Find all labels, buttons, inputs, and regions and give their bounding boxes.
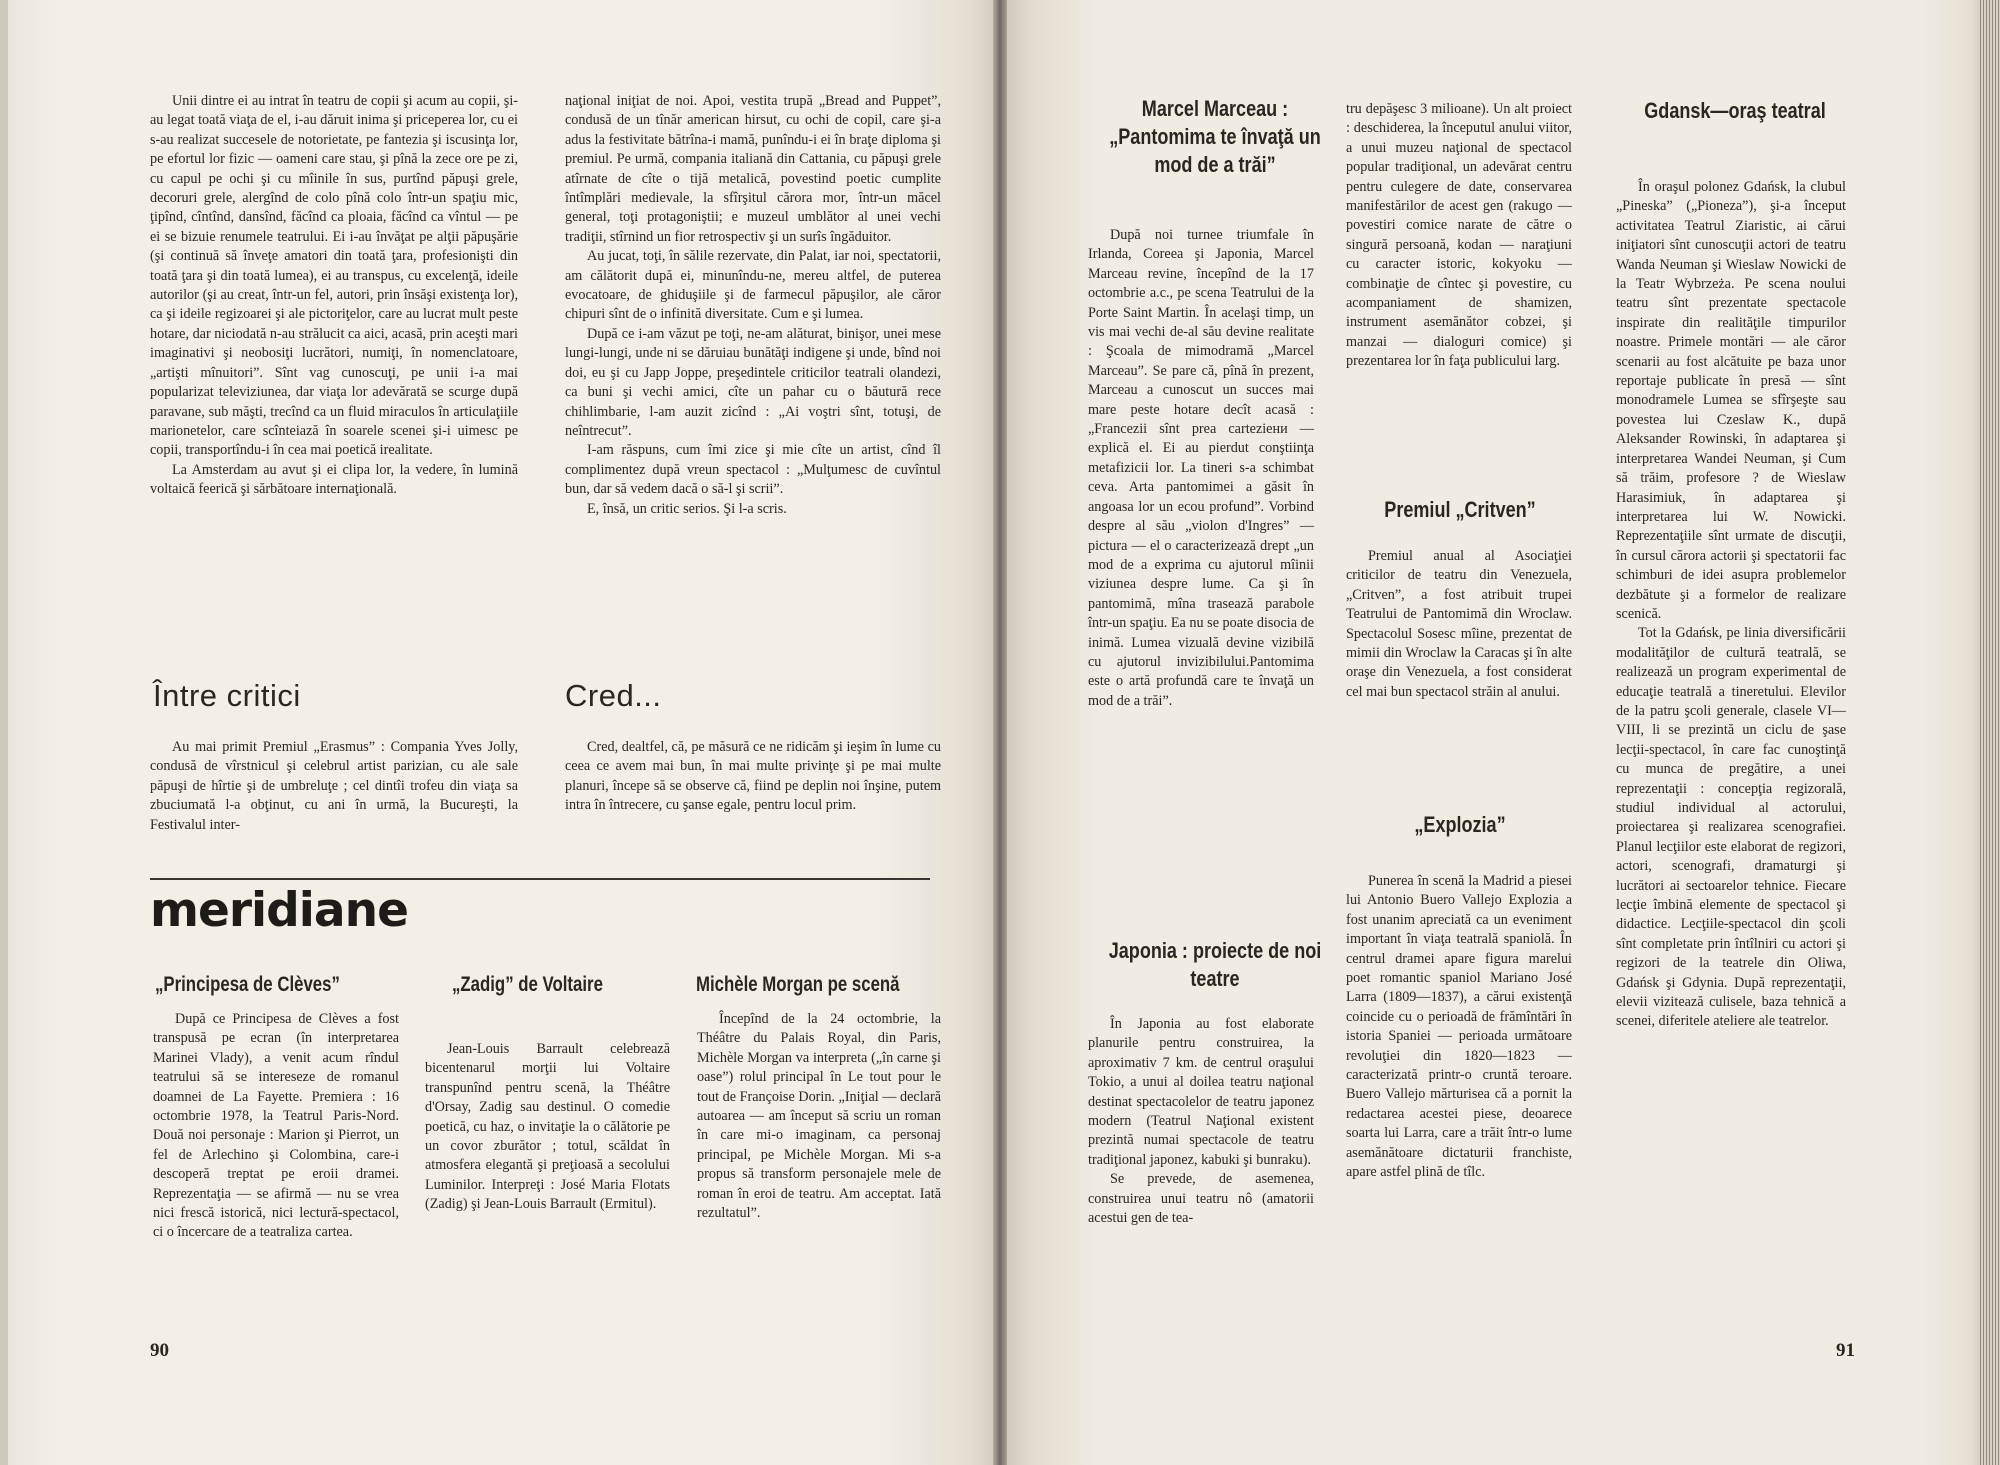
news-text-principesa	[153, 1010, 399, 1243]
page-number-right: 91	[1836, 1340, 1855, 1361]
news-heading-morgan: Michèle Morgan pe scenă	[696, 973, 900, 996]
section-heading-intre-critici: Între critici	[153, 678, 301, 713]
paragraph: Unii dintre ei au intrat în teatru de copii şi acum au copii, şi-au legat toată viaţa de el, i-au dăruit inima şi priceperea lor, cu ei s-au realizat succesele de notorietate, pe fantezia şi iscusinţa lor, pe efortul lor fizic — oameni care stau, şi pînă la zece ore pe zi, cu capul pe ochi şi cu mîinile în sus, purtînd păpuşi grele, decoruri grele, alergînd de colo pînă colo într-un spaţiu mic, ţipînd, cîntînd, dansînd, făcînd ca ploaia, făcînd ca vîntul — pe ei se bizuie renumele teatrului. Ei i-au învăţat pe alţii păpuşărie (şi continuă să înveţe amatori din toată ţara, profesionişti din toată ţara şi din toată lumea), ei au transpus, cu excelenţă, ideile autorilor (şi au creat, într-un fel, autori, prin însăşi existenţa lor), ca şi ideile regizoarei şi ale pictoriţelor, care au lucrat mult peste hotare, dar niciodată n-au strălucit ca aici, acasă, prin aceşti mari imaginativi şi neobosiţi lucrători, numiţi, în nomenclatoare, „artişti mînuitori”. Sînt vag cunoscuţi, pe unii i-a mai popularizat televiziunea, dar viaţa lor adevărată se scurge după paravane, sub măşti, trecînd ca un fluid miraculos în articulaţiile marionetelor, care scînteiază în soarele scenei şi-i uimesc pe copii, transportîndu-i în cea mai poetică irealitate.	[150, 93, 518, 459]
paragraph: După ce i-am văzut pe toţi, ne-am alăturat, binişor, unei mese lungi-lungi, unde ni se dăruiau bunătăţi indigene şi unde, bînd noi doi, eu şi cu Japp Joppe, preşedintele criticilor teatrali olandezi, ca buni şi vechi amici, cîte un pahar cu o băutură rece chihlimbarie, l-am auzit zicînd : „Ai voştri sînt, totuşi, de neîntrecut”.	[565, 325, 941, 439]
paragraph: naţional iniţiat de noi. Apoi, vestita trupă „Bread and Puppet”, condusă de un tînăr american hirsut, cu ochi de copil, care şi-a adus la festivitate bătrîna-i mamă, punîndu-i ei în braţe diploma şi premiul. Pe urmă, compania italiană din Cattania, cu păpuşi grele atîrnate de cîte o tijă metalică, povestind poetic cumplite întîmplări medievale, la sfîrşitul cărora mor, într-un măcel general, toţi protagoniştii; e muzeul umblător al unei vechi tradiţii, stîrnind un fior retrospectiv şi un surîs îngăduitor.	[565, 93, 941, 245]
book-gutter	[993, 0, 1007, 1465]
paragraph: Tot la Gdańsk, pe linia diversificării modalităţilor de cultură teatrală, se realizează un program experimental de educaţie teatrală a tineretului. Elevilor de la patru şcoli generale, clasele VI—VIII, li se prezintă un ciclu de şase lecţii-spectacol, în care fac cunoştinţă cu munca de pregătire, a unei reprezentaţii : concepţia regizorală, studiul individual al actorului, proiectarea şi realizarea scenografiei. Planul lecţiilor este elaborat de regizori, actori, scenografi, dramaturgi şi lucrători ai sectoarelor tehnice. Fiecare lecţie îmbină elemente de spectacol şi didactice. Lecţiile-spectacol din şcoli sînt completate prin întîlniri cu actori şi regizori de la teatrele din Oliwa, Gdańsk şi Gdynia. După reprezentaţii, elevii vizitează culisele, baza tehnică a scenei, diferitele ateliere ale teatrelor.	[1616, 625, 1846, 1030]
news-text-gdansk	[1616, 178, 1846, 1032]
section-text-intre-critici	[150, 738, 518, 835]
paragraph: tru depăşesc 3 milioane). Un alt proiect : deschiderea, la începutul anului viitor, a unui muzeu naţional de spectacol popular tradiţional, un adevărat centru pentru culegere de date, conservarea manifestărilor de acest gen (rakugo — povestiri comice narate de către o singură persoană, kodan — naraţiuni cu caracter istoric, kokyoku — combinaţie de cîntec şi povestire, cu acompaniament de shamizen, instrument asemănător cobzei, şi manzai — dialoguri comice) şi prezentarea lor în faţa publicului larg.	[1346, 101, 1572, 370]
news-heading-gdansk: Gdansk—oraş teatral	[1644, 98, 1826, 123]
paragraph: În Japonia au fost elaborate planurile pentru construirea, la aproximativ 7 km. de centrul oraşului Tokio, a unui al doilea teatru naţional destinat spectacolelor de teatru japonez modern (Teatrul Naţional existent prezintă numai spectacole de teatru tradiţional japonez, kabuki şi bunraku).	[1088, 1016, 1314, 1168]
page-edge-right	[1978, 0, 2000, 1465]
paragraph: I-am răspuns, cum îmi zice şi mie cîte un artist, cînd îl complimentez după vreun spectacol : „Mulţumesc de cuvîntul bun, dar să vedem dacă o să-l şi scrii”.	[565, 442, 941, 498]
news-text-critven	[1346, 547, 1572, 702]
paragraph: După ce Principesa de Clèves a fost transpusă pe ecran (în interpretarea Marinei Vlady), a venit acum rîndul teatrului să se intereseze de romanul doamnei de La Fayette. Premiera : 16 octombrie 1978, la Teatrul Paris-Nord. Două noi personaje : Marion şi Pierrot, un fel de Arlechino şi Colombina, care-i descoperă treptat pe eroii dramei. Reprezentaţia — se afirmă — nu se vrea nici frescă istorică, nici lectură-spectacol, ci o încercare de a teatraliza cartea.	[153, 1011, 399, 1241]
paragraph: E, însă, un critic serios. Şi l-a scris.	[587, 500, 787, 517]
news-heading-marceau: Marcel Marceau : „Pantomima te învaţă un mod de a trăi”	[1109, 96, 1321, 177]
page-edge-left	[0, 0, 8, 1465]
section-heading-cred: Cred...	[565, 678, 662, 713]
news-text-explozia	[1346, 872, 1572, 1183]
paragraph: La Amsterdam au avut şi ei clipa lor, la vedere, în lumină voltaică feerică şi sărbătoare internaţională.	[150, 461, 518, 498]
paragraph: În oraşul polonez Gdańsk, la clubul „Pineska” („Pioneza”), şi-a început activitatea Teatrul Ziaristic, ai cărui iniţiatori sînt cunoscuţii actori de teatru Wanda Neuman şi Wieslaw Nowicki de la Teatr Wybrzeża. Pe scena noului teatru sînt prezentate spectacole inspirate din realităţile timpurilor noastre. Primele montări — ale căror scenarii au fost alcătuite pe baza unor reportaje publicate în presă — sînt monodramele Lumea se sfîrşeşte sau povestea lui Czeslaw K., după Aleksander Rowinski, în adaptarea şi interpretarea Wandei Neuman, şi Cum să trăim, profesore ? de Wieslaw Harasimiuk, în adaptarea şi interpretarea lui W. Nowicki. Reprezentaţiile sînt urmate de discuţii, în cursul cărora actorii şi spectatorii fac schimburi de idei asupra problemelor dezbătute şi a formelor de realizare scenică.	[1616, 179, 1846, 622]
news-heading-japonia: Japonia : proiecte de noi teatre	[1108, 938, 1322, 991]
paragraph: Au jucat, toţi, în sălile rezervate, din Palat, iar noi, spectatorii, am călătorit după ei, minunîndu-ne, mereu altfel, de puterea evocatoare, de ghiduşiile şi de farmecul păpuşilor, ale căror chipuri sînt de o infinită diversitate. Cum e şi lumea.	[565, 248, 941, 323]
news-text-morgan	[697, 1010, 941, 1223]
paragraph: Premiul anual al Asociaţiei criticilor de teatru din Venezuela, „Critven”, a fost atribuit trupei Teatrului de Pantomimă din Wroclaw. Spectacolul Sosesc mîine, prezentat de mimii din Wroclaw la Caracas şi în alte oraşe din Venezuela, a fost considerat cel mai bun spectacol străin al anului.	[1346, 548, 1572, 700]
news-heading-principesa: „Principesa de Clèves”	[155, 973, 340, 996]
article-column-2	[565, 92, 941, 519]
news-heading-explozia: „Explozia”	[1414, 812, 1506, 837]
section-rule	[150, 878, 930, 880]
paragraph: Cred, dealtfel, că, pe măsură ce ne ridicăm şi ieşim în lume cu ceea ce avem mai bun, în mai multe privinţe şi pe mai multe planuri, începe să se observe că, fiind pe deplin noi înşine, putem intra în întrecere, cu şanse egale, pentru locul prim.	[565, 739, 941, 814]
paragraph: Jean-Louis Barrault celebrează bicentenarul morţii lui Voltaire transpunînd pentru scenă, la Théâtre d'Orsay, Zadig sau destinul. O comedie poetică, cu haz, o invitaţie la o călătorie pe un covor zburător ; totul, scăldat în atmosfera elegantă şi preţioasă a secolului Luminilor. Interpreţi : José Maria Flotats (Zadig) şi Jean-Louis Barrault (Ermitul).	[425, 1041, 670, 1213]
paragraph: După noi turnee triumfale în Irlanda, Coreea şi Japonia, Marcel Marceau revine, începînd de la 17 octombrie a.c., pe scena Teatrului de la Porte Saint Martin. În acelaşi timp, un vis mai vechi de-al său devine realitate : Şcoala de mimodramă „Marcel Marceau”. Se pare că, pînă în prezent, Marceau a cunoscut un succes mai mare peste hotare decît acasă : „Francezii sînt prea carteziени — explică el. Ei au pierdut conştiinţa metafizicii lor. La tineri s-a schimbat ceva. Arta pantomimei a găsit în angoasa lor un ecou profund”. Vorbind despre al său „violon d'Ingres” — pictura — el o caracterizează drept „un mod de a exprima cu ajutorul mîinii viziunea despre lume. Ca şi în pantomimă, mîna trasează parabole într-un spaţiu. Ea nu se poate disocia de inimă. Lumea vizuală devine vizibilă cu ajutorul invizibilului.Pantomima este o artă profundă care te învaţă un mod de a trăi”.	[1088, 227, 1314, 709]
section-text-cred	[565, 738, 941, 816]
paragraph: Începînd de la 24 octombrie, la Théâtre du Palais Royal, din Paris, Michèle Morgan va interpreta („în carne şi oase”) rolul principal în Le tout pour le tout de Françoise Dorin. „Iniţial — declară autoarea — am început să scriu un roman în care mi-o imaginam, ca personaj principal, pe Michèle Morgan. Mi s-a propus să transform personajele mele de roman în eroi de teatru. Am acceptat. Iată rezultatul”.	[697, 1011, 941, 1222]
article-column-1	[150, 92, 518, 500]
paragraph: Punerea în scenă la Madrid a piesei lui Antonio Buero Vallejo Explozia a fost unanim apreciată ca un eveniment important în viaţa teatrală spaniolă. În centrul dramei apare figura marelui poet romantic spaniol Mariano José Larra (1809—1837), a cărui existenţă coincide cu o perioadă de frămîntări în istoria Spaniei — perioada următoare revoluţiei din 1820—1823 — caracterizată printr-o cruntă teroare. Buero Vallejo mărturisea că a pornit la redactarea acestei piese, deoarece soarta lui Larra, care a trăit într-o lume asemănătoare dictaturii franchiste, apare astfel plină de tîlc.	[1346, 873, 1572, 1181]
news-text-japonia	[1088, 1015, 1314, 1228]
paragraph: Se prevede, de asemenea, construirea unui teatru nô (amatorii acestui gen de tea-	[1088, 1171, 1314, 1227]
meridiane-masthead: meridiane	[150, 883, 408, 938]
page-number-left: 90	[150, 1340, 169, 1361]
news-text-zadig	[425, 1040, 670, 1215]
paragraph: Au mai primit Premiul „Erasmus” : Compania Yves Jolly, condusă de vîrstnicul şi celebrul artist parizian, cu ale sale păpuşi de hîrtie şi de umbreluţe ; cel dintîi trofeu din viaţa sa zbuciumată l-a obţinut, cu ani în urmă, la Bucureşti, la Festivalul inter-	[150, 739, 518, 833]
news-heading-zadig: „Zadig” de Voltaire	[452, 973, 603, 996]
news-heading-critven: Premiul „Critven”	[1384, 497, 1536, 522]
right-page	[1000, 0, 2000, 1465]
news-text-marceau	[1088, 226, 1314, 711]
news-text-japonia-continued	[1346, 100, 1572, 372]
